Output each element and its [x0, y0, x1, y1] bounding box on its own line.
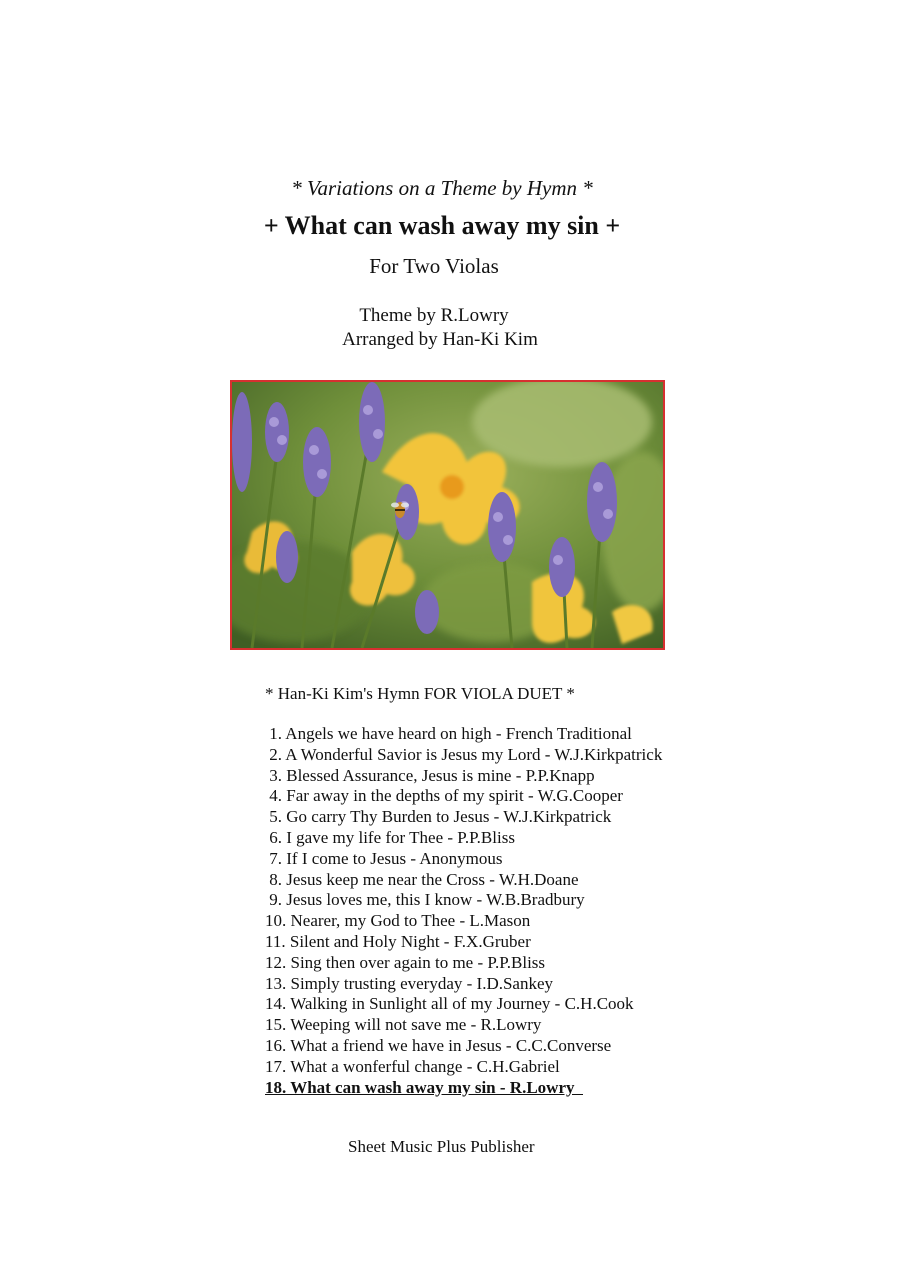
lavender-flowers-photo: [232, 382, 663, 648]
page-title: + What can wash away my sin +: [263, 211, 621, 240]
list-item-current: 18. What can wash away my sin - R.Lowry: [265, 1077, 583, 1097]
list-item: 15. Weeping will not save me - R.Lowry: [265, 1015, 542, 1035]
list-item: 13. Simply trusting everyday - I.D.Sankey: [265, 973, 554, 993]
list-item: 11. Silent and Holy Night - F.X.Gruber: [265, 931, 531, 951]
list-item: 10. Nearer, my God to Thee - L.Mason: [265, 911, 531, 931]
hymn-list: [265, 724, 662, 1098]
series-heading: * Han-Ki Kim's Hymn FOR VIOLA DUET *: [265, 684, 575, 703]
list-item: 12. Sing then over again to me - P.P.Bliss: [265, 952, 546, 972]
list-item: 16. What a friend we have in Jesus - C.C.Converse: [265, 1035, 612, 1055]
list-item: 4. Far away in the depths of my spirit - W.G.Cooper: [265, 786, 623, 806]
list-item: 7. If I come to Jesus - Anonymous: [265, 848, 503, 868]
arranger-credit: Arranged by Han-Ki Kim: [342, 329, 538, 350]
list-item: 2. A Wonderful Savior is Jesus my Lord - W.J.Kirkpatrick: [265, 744, 663, 764]
subtitle: * Variations on a Theme by Hymn *: [291, 176, 593, 200]
list-item: 8. Jesus keep me near the Cross - W.H.Doane: [265, 869, 579, 889]
list-item: 5. Go carry Thy Burden to Jesus - W.J.Kirkpatrick: [265, 807, 612, 827]
publisher: Sheet Music Plus Publisher: [348, 1137, 535, 1156]
list-item: 6. I gave my life for Thee - P.P.Bliss: [265, 827, 515, 847]
theme-credit: Theme by R.Lowry: [359, 305, 509, 326]
list-item: 14. Walking in Sunlight all of my Journey - C.H.Cook: [265, 994, 634, 1014]
list-item: 9. Jesus loves me, this I know - W.B.Bradbury: [265, 890, 585, 910]
list-item: 3. Blessed Assurance, Jesus is mine - P.P.Knapp: [265, 765, 595, 785]
instrumentation: For Two Violas: [369, 254, 499, 278]
list-item: 1. Angels we have heard on high - French Traditional: [265, 724, 632, 743]
cover-photo: [230, 380, 665, 650]
list-item: 17. What a wonferful change - C.H.Gabriel: [265, 1056, 560, 1076]
